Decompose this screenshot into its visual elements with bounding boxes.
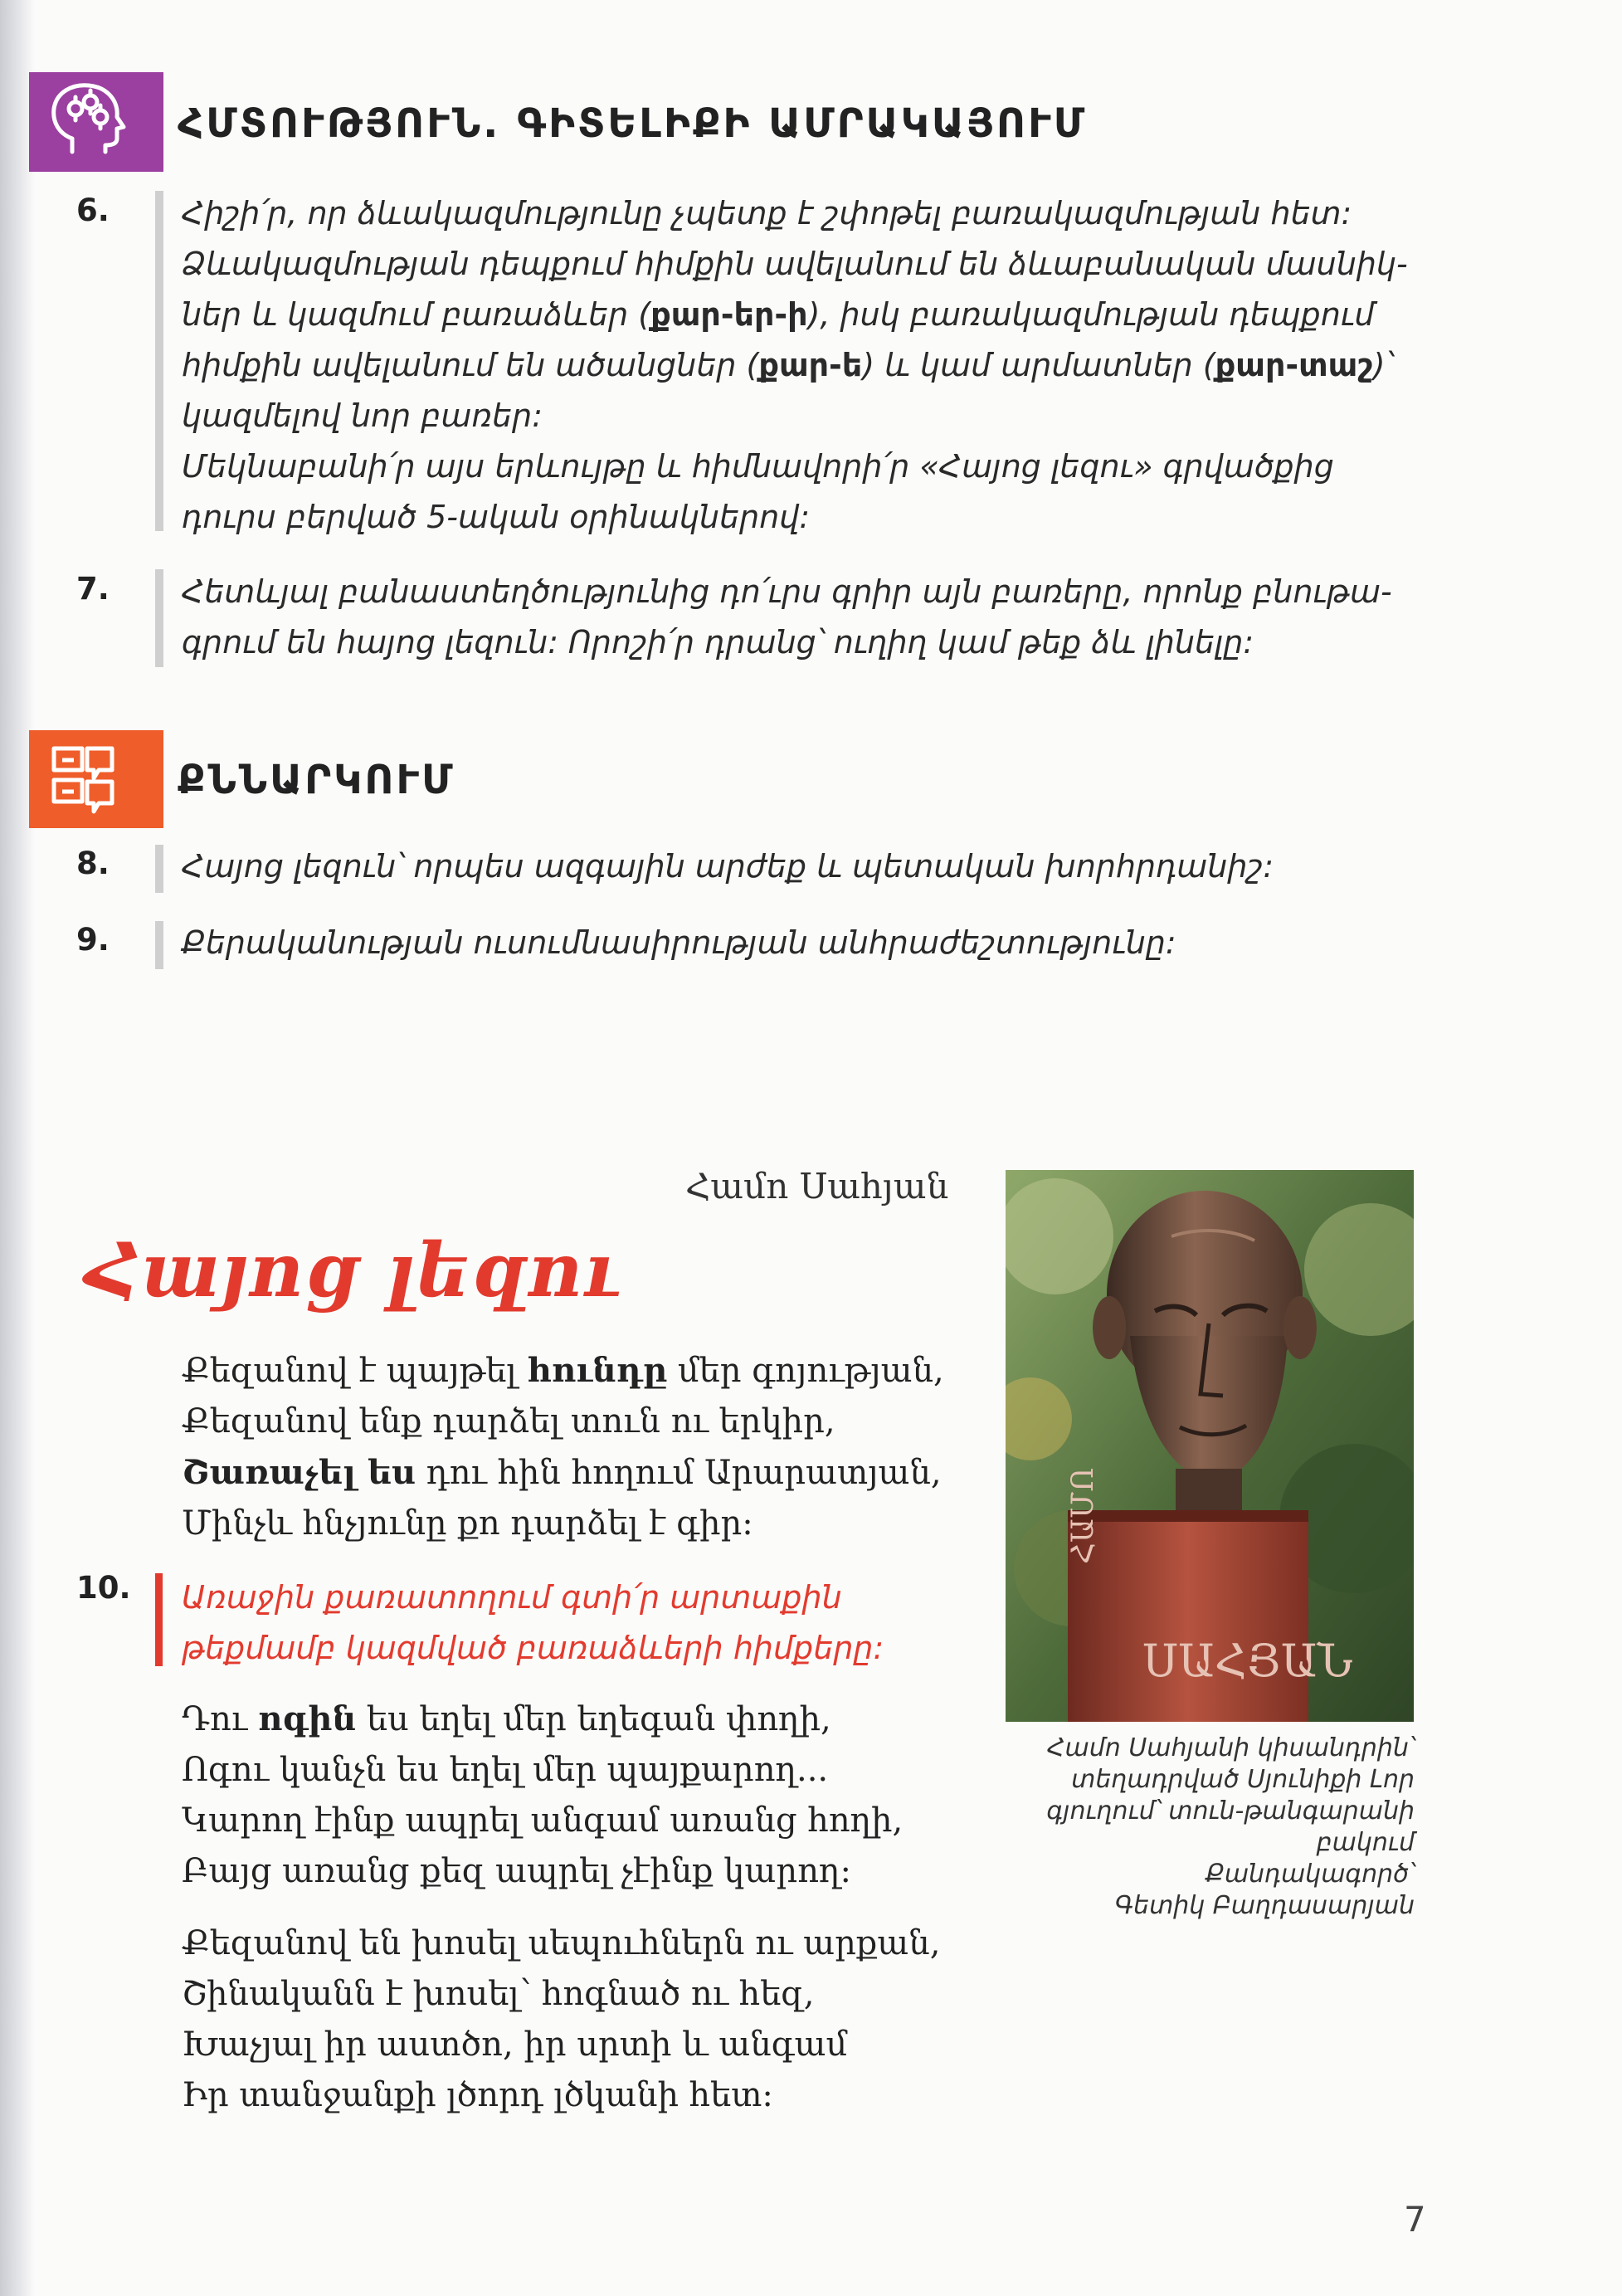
task-number: 9. — [76, 922, 110, 958]
section-title-discussion: ՔՆՆԱՐԿՈՒՄ — [178, 757, 455, 803]
task-8-text — [182, 841, 1426, 892]
task-line: Առաջին քառատողում գտի՛ր արտաքին — [182, 1579, 842, 1616]
task-line: Մեկնաբանի՛ր այս երևույթը և հիմնավորի՛ր «Հայոց լեզու» գրվածքից — [182, 448, 1334, 485]
task-line: ներ և կազմում բառաձևեր (քար-եր-ի), իսկ բառակազմության դեպքում — [182, 296, 1375, 333]
poem-stanza-1 — [182, 1345, 944, 1549]
task-number: 6. — [76, 193, 110, 228]
svg-text:ՍԱՀՅԱՆ: ՍԱՀՅԱՆ — [1142, 1635, 1353, 1687]
caption-line: տեղադրված Սյունիքի Լոր — [1071, 1765, 1415, 1794]
task-line: գրում են հայոց լեզուն: Որոշի՛ր դրանց՝ ուղիղ կամ թեք ձև լինելը: — [182, 624, 1254, 661]
task-bar — [155, 191, 163, 531]
caption-line: բակում — [1316, 1828, 1415, 1857]
task-number: 7. — [76, 571, 110, 607]
task-bar — [155, 569, 163, 667]
task-number: 10. — [76, 1570, 131, 1606]
page-binding-shadow — [0, 0, 35, 2296]
task-line: Հիշի՛ր, որ ձևակազմությունը չպետք է շփոթել բառակազմության հետ: — [182, 195, 1352, 232]
discussion-icon — [29, 730, 163, 828]
task-line: Քերականության ուսումնասիրության անհրաժեշտությունը: — [182, 924, 1176, 961]
poem-line: Ոգու կանչն ես եղել մեր պայքարող... — [182, 1751, 829, 1789]
caption-line: Քանդակագործ՝ — [1206, 1860, 1415, 1889]
task-line: դուրս բերված 5-ական օրինակներով: — [182, 499, 811, 535]
task-bar — [155, 921, 163, 969]
caption-line: գյուղում՝ տուն-թանգարանի — [1046, 1796, 1415, 1826]
task-line: կազմելով նոր բառեր: — [182, 397, 543, 434]
task-bar-red — [155, 1573, 163, 1666]
poem-line: Քեզանով ենք դարձել տուն ու երկիր, — [182, 1402, 835, 1440]
task-number: 8. — [76, 846, 110, 881]
poem-title: Հայոց լեզու — [85, 1226, 621, 1314]
poem-line: Քեզանով է պայթել հունդը մեր գոյության, — [182, 1351, 944, 1390]
poem-line: Բայց առանց քեզ ապրել չէինք կարող: — [182, 1852, 851, 1890]
mind-gears-icon — [29, 72, 163, 172]
caption-line: Գետիկ Բաղդասարյան — [1114, 1891, 1415, 1920]
poem-line: Մինչև հնչյունը քո դարձել է գիր: — [182, 1504, 753, 1543]
poem-line: Խաչյալ իր աստծո, իր սրտի և անգամ — [182, 2025, 848, 2064]
svg-text:ՀԱՄՈ: ՀԱՄՈ — [1066, 1467, 1100, 1564]
poem-stanza-2 — [182, 1694, 903, 1897]
poem-line: Կարող էինք ապրել անգամ առանց հողի, — [182, 1801, 904, 1840]
poem-line: Քեզանով են խոսել սեպուհներն ու արքան, — [182, 1924, 941, 1962]
task-line: Հետևյալ բանաստեղծությունից դո՛ւրս գրիր այն բառերը, որոնք բնութա- — [182, 573, 1392, 610]
poem-stanza-3 — [182, 1918, 940, 2121]
caption-line: Համո Սահյանի կիսանդրին՝ — [1047, 1733, 1415, 1762]
task-line: Հայոց լեզուն՝ որպես ազգային արժեք և պետական խորհրդանիշ: — [182, 848, 1274, 885]
photo-caption — [1020, 1733, 1415, 1922]
task-6-text — [182, 188, 1426, 543]
poem-line: Իր տանջանքի լծորդ լծկանի հետ: — [182, 2076, 773, 2114]
task-7-text — [182, 567, 1426, 668]
task-9-text — [182, 918, 1426, 968]
task-line: Ձևակազմության դեպքում հիմքին ավելանում են ձևաբանական մասնիկ- — [182, 246, 1408, 282]
task-line: հիմքին ավելանում են ածանցներ (քար-ե) և կամ արմատներ (քար-տաշ)՝ — [182, 347, 1393, 383]
section-title-research: ՀՄՏՈՒԹՅՈՒՆ. ԳԻՏԵԼԻՔԻ ԱՄՐԱԿԱՅՈՒՄ — [178, 100, 1088, 147]
task-bar — [155, 845, 163, 893]
poem-line: Շառաչել ես դու հին հողում Արարատյան, — [182, 1453, 942, 1492]
poem-line: Շինականն է խոսել՝ հոգնած ու հեզ, — [182, 1975, 815, 2013]
bust-monument-photo — [1006, 1170, 1414, 1722]
task-line: թեքմամբ կազմված բառաձևերի հիմքերը: — [182, 1630, 884, 1666]
page-number: 7 — [1404, 2199, 1426, 2240]
poem-line: Դու ոգին ես եղել մեր եղեգան փողի, — [182, 1699, 831, 1738]
poem-author: Համո Սահյան — [685, 1166, 949, 1206]
task-10-text — [182, 1572, 884, 1674]
